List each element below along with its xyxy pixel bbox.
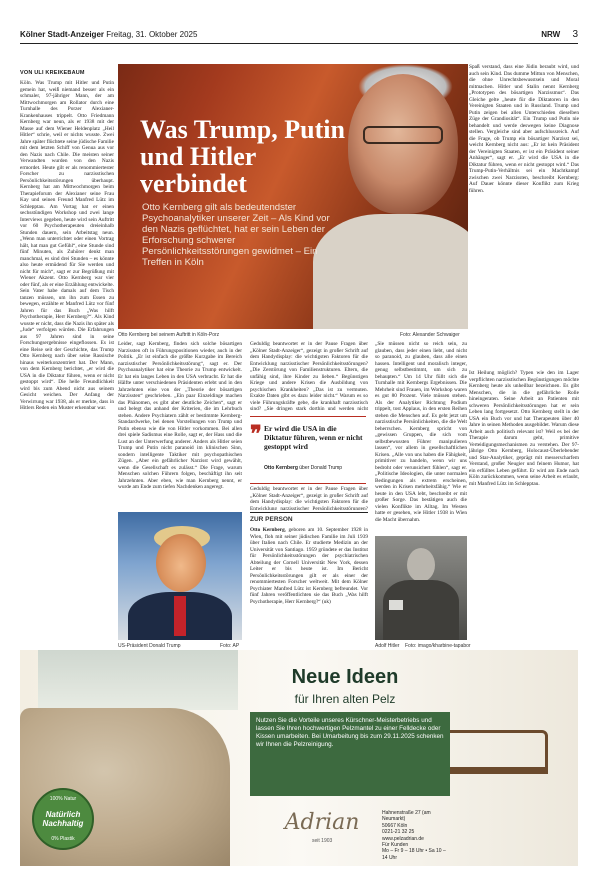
article-text: Geduldig beantwortet er in der Pause Fragen über „Kölner Stadt-Anzeiger“, gezeigt in großer Schrift auf dem Handydisplay: die wichtigsten Faktoren für die Entwicklung narzisstischer Persönlichkeitsstörungen?	[250, 486, 368, 510]
hitler-coat	[383, 580, 459, 640]
hitler-caption: Adolf Hitler	[375, 643, 400, 649]
quote-text: Er wird die USA in die Diktatur führen, wenn er nicht gestoppt wird	[264, 424, 363, 451]
ad-body: Nutzen Sie die Vorteile unseres Kürschner-Meisterbetriebs und lassen Sie Ihren hochwertigen Pelzmantel zu einer Felldecke oder Kissen umarbeiten. Bei Umarbeitung bis zum 29.11.2025 schenken wir Ihnen die Pelzreinigung.	[250, 712, 450, 796]
ad-address-line: Hahnenstraße 27 (am Neumarkt)	[382, 810, 431, 823]
ad-bench	[438, 730, 548, 770]
ad-headline: Neue Ideen	[291, 666, 399, 688]
page-header	[20, 28, 578, 44]
article-column-6	[469, 370, 579, 638]
article-column-3b	[250, 486, 368, 510]
zur-person-title: ZUR PERSON	[250, 512, 368, 523]
ad-address-line: Mo – Fr 9 – 18 Uhr • Sa 10 – 14 Uhr	[382, 848, 446, 861]
nature-seal	[32, 788, 94, 850]
pull-quote	[250, 416, 366, 484]
zur-person-box	[250, 512, 368, 632]
article-text: Geduldig beantwortet er in der Pause Fragen über „Kölner Stadt-Anzeiger“, gezeigt in großer Schrift auf dem Handydisplay: die wichtigsten Faktoren für die Entwicklung narzisstischer Persönlichkeitsstörungen? „Die Zerstörung von Familienstrukturen. Eltern, die unfähig sind, ihre Kinder zu lieben.“ Begünstigen Kriege und andere Krisen die Ausbildung von psychischen Krankheiten? „Das ist zu vermuten. Exakte Daten gibt es dazu leider nicht.“ Warum es so viele Führungskräfte gebe, die krankhaft narzisstisch sind? „Sie dringen stark dorthin und werden nicht	[250, 341, 368, 412]
ad-bench-seat	[438, 770, 548, 774]
trump-caption: US-Präsident Donald Trump	[118, 643, 181, 649]
ad-address	[382, 810, 452, 861]
article-text: „Sie müssen nicht so reich sein, zu glauben, dass jeder einen liebt, und nicht so paranoid, zu glauben, dass alle einen hassen. Intelligent und moralisch integer, genug selbstbestimmt, um sich zu behaupten.“ Um 14 Uhr füllt sich die Turnhalle mit Kernbergs Ergebnissen. Die Mehrheit sind Frauen, im Workshop waren es gut 80 Prozent. Viele müssen stehen. Als der Analytiker Richtung Podium trippelt, tost Applaus, in den ersten Reihen stehen die Menschen auf. Es geht jetzt um narzisstische Persönlichkeiten, die die Welt beherrschen. Kernberg spricht von „gewissen Gruppen, die sich vom selbstbewussten Führer manipulieren lassen“, vor allem in gesellschaftlichen Krisen. „Alle von uns haben die Fähigkeit, primitiver zu handeln, wenn wir uns bedroht oder verunsichert fühlen“, sagt er. „Politische Ideologien, die unter normalen Bedingungen als extrem erscheinen, werden in Krisen mehrheitsfähig.“ Wie er heute in den USA lebt, beschreibt er mit großer Sorge. Das bestätigen auch die vielen Konflikte im Alltag. Im Westen hatte er gesehen, wie Hitler 1938 in Wien die Macht übernahm.	[375, 341, 467, 523]
ad-address-line: 0221-21 32 25	[382, 829, 415, 836]
trump-credit: Foto: AP	[220, 643, 240, 649]
ad-address-line: 50667 Köln	[382, 822, 408, 829]
seal-top-text: 100% Natur	[49, 796, 77, 802]
ad-subline: für Ihren alten Pelz	[294, 692, 396, 706]
article-column-4	[375, 341, 467, 533]
quote-author-suffix: über Donald Trump	[299, 465, 343, 471]
trump-head	[156, 534, 206, 592]
quote-mark-icon: ❞	[250, 421, 262, 446]
zur-person-name: Otto Kernberg	[250, 527, 285, 533]
issue-date: Freitag, 31. Oktober 2025	[106, 30, 198, 39]
article-column-2	[118, 341, 242, 509]
portrait-face	[348, 74, 458, 214]
ad-address-line: Für Kunden	[382, 842, 409, 849]
section-and-page	[541, 29, 578, 40]
article-text: Ist Heilung möglich? Typen wie den im Lager verpflichten narzisstischen Begünstigungen möchte Kernberg heute als unheilbar bezeichnen. Es gibt Menschen, die in die gefährliche Rolle hineingeraten. Seine Arbeit an Patienten mit schweren Persönlichkeitsstörungen hat er sein Leben lang fortgesetzt. Otto Kernberg stellt in der USA ein Buch vor und hat Therapeuten über 40 Jahre in seinen Methoden ausgebildet. Warum diese Arbeit auch politisch relevant ist? Weil es bei der Therapie darum geht, primitive Verteidigungsmechanismen zu verstehen. Der 97-jährige Otto Kernberg, Holocaust-Überlebender und Star-Analytiker, geprägt mit messerscharfem Verstand, großer Neugier und feinem Humor, hat ein erfülltes Leben geführt. Er wird am Ende nach Köln zurückkommen, wenn seine Arbeit es erlaubt, mit Manfred Lütz im Schlepptau.	[469, 370, 579, 487]
hitler-armband	[389, 600, 403, 610]
lead-text: Otto Kernberg gilt als bedeutendster Psychoanalytiker unserer Zeit – Als Kind vor den Nazis geflüchtet, hat er sein Leben der Erforschung schwerer Persönlichkeitsstörungen gewidmet – Ein Treffen in Köln	[142, 202, 330, 268]
ad-since: seit 1903	[312, 838, 333, 844]
portrait-glasses	[363, 126, 443, 144]
section-name: NRW	[541, 30, 561, 39]
zur-person-text	[250, 527, 368, 605]
portrait-shirt	[313, 214, 468, 329]
hero-caption: Otto Kernberg bei seinem Auftritt in Köln-Porz	[118, 332, 220, 338]
ad-background-trees	[38, 650, 238, 710]
hero-credit: Foto: Alexander Schwaiger	[400, 332, 460, 338]
paper-name: Kölner Stadt-Anzeiger	[20, 30, 105, 39]
ad-address-line: www.pelzadrian.de	[382, 835, 424, 842]
quote-attribution	[264, 465, 342, 471]
hitler-credit: Foto: imago/kharbine-tapabor	[405, 643, 471, 649]
article-text: Spaß verstand, dass eine Jüdin beraubt wird, und auch sein Kind. Das dumme Mittun von Menschen, die ohne Unrechtsbewusstsein und Moral mitmachen. Hitler und Stalin nennt Kernberg „Prototypen des bösartigen Narzissmus“. Das Gleiche gelte „heute für die Diktatoren in den Vereinigten Staaten und in Russland. Trump und Putin zeigen bei allen Unterschieden dieselben Züge der Grandiosität“. Ein Trump und Putin nie behandelt und werde deswegen keine Diagnose stellen. Vergleiche sind aber aufschlussreich. Auf die Frage, ob Trump ein bösartiger Narzisst sei, weicht Kernberg nicht aus: „Er ist kein Präsident der Vereinigten Staaten, er ist ein Präsident seiner Anhänger“, sagt er. „Er wird die USA in die Diktatur führen, wenn er nicht gestoppt wird.“ Das Trump-Putin-Verhältnis sei ein Machtkampf zwischen zwei Narzissten, beschreibt Kernberg: Auf Dauer könnte dieser Konflikt zum Krieg führen.	[469, 64, 579, 194]
seal-bottom-text: 0% Plastik	[51, 836, 75, 842]
hitler-head	[407, 548, 435, 582]
trump-photo	[118, 512, 242, 640]
article-column-5	[469, 64, 579, 370]
page-number: 3	[572, 29, 578, 40]
hero-image	[118, 64, 468, 329]
headline: Was Trump, Putin und Hitler verbindet	[140, 115, 345, 198]
article-text: Leider, sagt Kernberg, finden sich solche bösartigen Narzissten oft in Führungspositionen wieder, auch in der Politik. „Er ist einfach die größte Kurzgabe im Bereich narzisstischer Persönlichkeitsstörung“, sagt er. Der Psychoanalytiker hat eine Theorie zu Trump entwickelt. Er hat ein langes Leben in den USA verbracht. Er hat die Hälfte unter verschiedenen Präsidenten erlebt und in den Jahrzehnten eine von der „Theorie der bösartigen Narzissten“ geschrieben. „Ein paar Einzeldinge machen das Phänomen, es gibt aber deutliche Zeichen“, sagt er und belegt das anhand der Kriterien, die im Lehrbuch stehen. Andere Psychiatern zählt er bestimmte Kernberg-Standardwerke, bei denen Vorstellungen von Trump und Putin ebenso wie die von Hitler vorkommen. Bei allen drei spiele Sadismus eine Rolle, sagt er, der Hass und die Lust an der Unterwerfung anderer. Anders als Hitler seien Trump und Putin nicht paranoid im klinischen Sinn, sondern intelligente Taktiker mit psychopathischen Zügen. „Aber ein gefährlicher Narzisst wird gewählt, wenn die Gesellschaft es zulässt.“ Die Frage, warum Menschen solchen Führern folgen, beschäftigt ihn seit Jahrzehnten. Aber eben, wie man Kernberg nennt, er wurde am Ende zum tiefen Nachdenken angeregt.	[118, 341, 242, 490]
article-column-1	[20, 80, 114, 638]
author-byline: VON ULI KREIKEBAUM	[20, 70, 85, 76]
article-text: Köln. Was Trump mit Hitler und Putin gemein hat, weiß niemand besser als ein schmaler, 97-jähriger Mann, der am Mittwochmorgen am Rollator durch eine Turnhalle des Porzer Alexianer-Krankenhauses trippelt. Otto Friedmann Kernberg war neun, als er 1938 mit der Masse auf dem Wiener Heldenplatz „Heil Hitler“ schrie, weil er nichts wusste. Zwei Jahre später flüchtete seine jüdische Familie mit dem letzten Schiff von Genua aus vor den Nazis nach Chile. Die meisten seiner Verwandten wurden von den Nazis ermordet. Heute gilt er als renommiertester Forscher zu narzisstischen Persönlichkeitsstörungen überhaupt. Kernberg hat am Mittwochmorgen beim Therapieforum der Alexianer seine Frau Kay und seinen Freund Manfred Lütz im Schlepptau. Am Vortag hat er einen sechsstündigen Workshop und zwei lange Interviews gegeben, heute wird sein Auftritt vor 60 Psychotherapeuten dreieinhalb Stunden dauern, sein Arbeitstag neun. „Wenn man unterrichtet oder einen Vortrag hält, hat man gut Gefühl“, eine Stunde sind fünf Minuten, als Zuhörer denkt man manchmal, es sind drei Stunden – es könnte also heute ermüdend für Sie werden und nicht für mich“, sagt er zur Begrüßung mit Wiener Akzent. Otto Kernberg war vier oder fünf, als er eine Erzählung entwickelte. Sein Vater habe damals auf dem Tisch tanzen müssen, um ihn zum Essen zu bewegen, erzählte er Manfred Lütz vor fünf Jahren für das Buch „Was hilft Psychotherapie, Herr Kernberg?“. Als Kind wusste er nicht, dass die Nazis ihn später als „Jude“ verfolgen würden. Die Erfahrungen aus 97 Jahren sind in seine Forschungsergebnisse eingeflossen. Es ist eine Reise seit der Geschichte, das Trump Otto Kernberg nach über seine Rassische hinaus weiterkonzentriert hat. Der Mann, von dem Kernberg berichtet, „er wird die USA in die Diktatur führen, wenn er nicht gestoppt wird“. Die helle Freundlichkeit wird bis zum Abend nicht aus seinem Gesicht weichen. Der Anfang der Verwirrung war 1938, als er merkte, dass in Hitlers Reden ein Muster erkennbar war.	[20, 80, 114, 411]
paper-and-date	[20, 30, 197, 39]
zur-person-body: , geboren am 10. September 1928 in Wien, floh mit seiner jüdischen Familie im Juli 1939 über Italien nach Chile. Er studierte Medizin an der Universität von Santiago. 1959 gründete er das Institut für Persönlichkeitsstörungen der psychiatrischen Abteilung der Cornell Universität New York, dessen Leiter er bis heute ist. Im Bericht Persönlichkeitsstörungen gilt er als einer der renommiertesten Forscher weltweit. Mit dem Kölner Psychiater Manfred Lütz ist Kernberg befreundet. Vor fünf Jahren veröffentlichten sie das Buch „Was hilft Psychotherapie, Herr Kernberg?“ (uk)	[250, 527, 368, 605]
article-column-3	[250, 341, 368, 413]
hitler-photo	[375, 536, 467, 640]
quote-author: Otto Kernberg	[264, 465, 298, 471]
seal-main-text: Natürlich Nachhaltig	[42, 810, 84, 828]
ad-brand-logo: Adrian	[284, 810, 360, 835]
trump-tie	[174, 596, 186, 636]
advertisement	[20, 650, 578, 866]
